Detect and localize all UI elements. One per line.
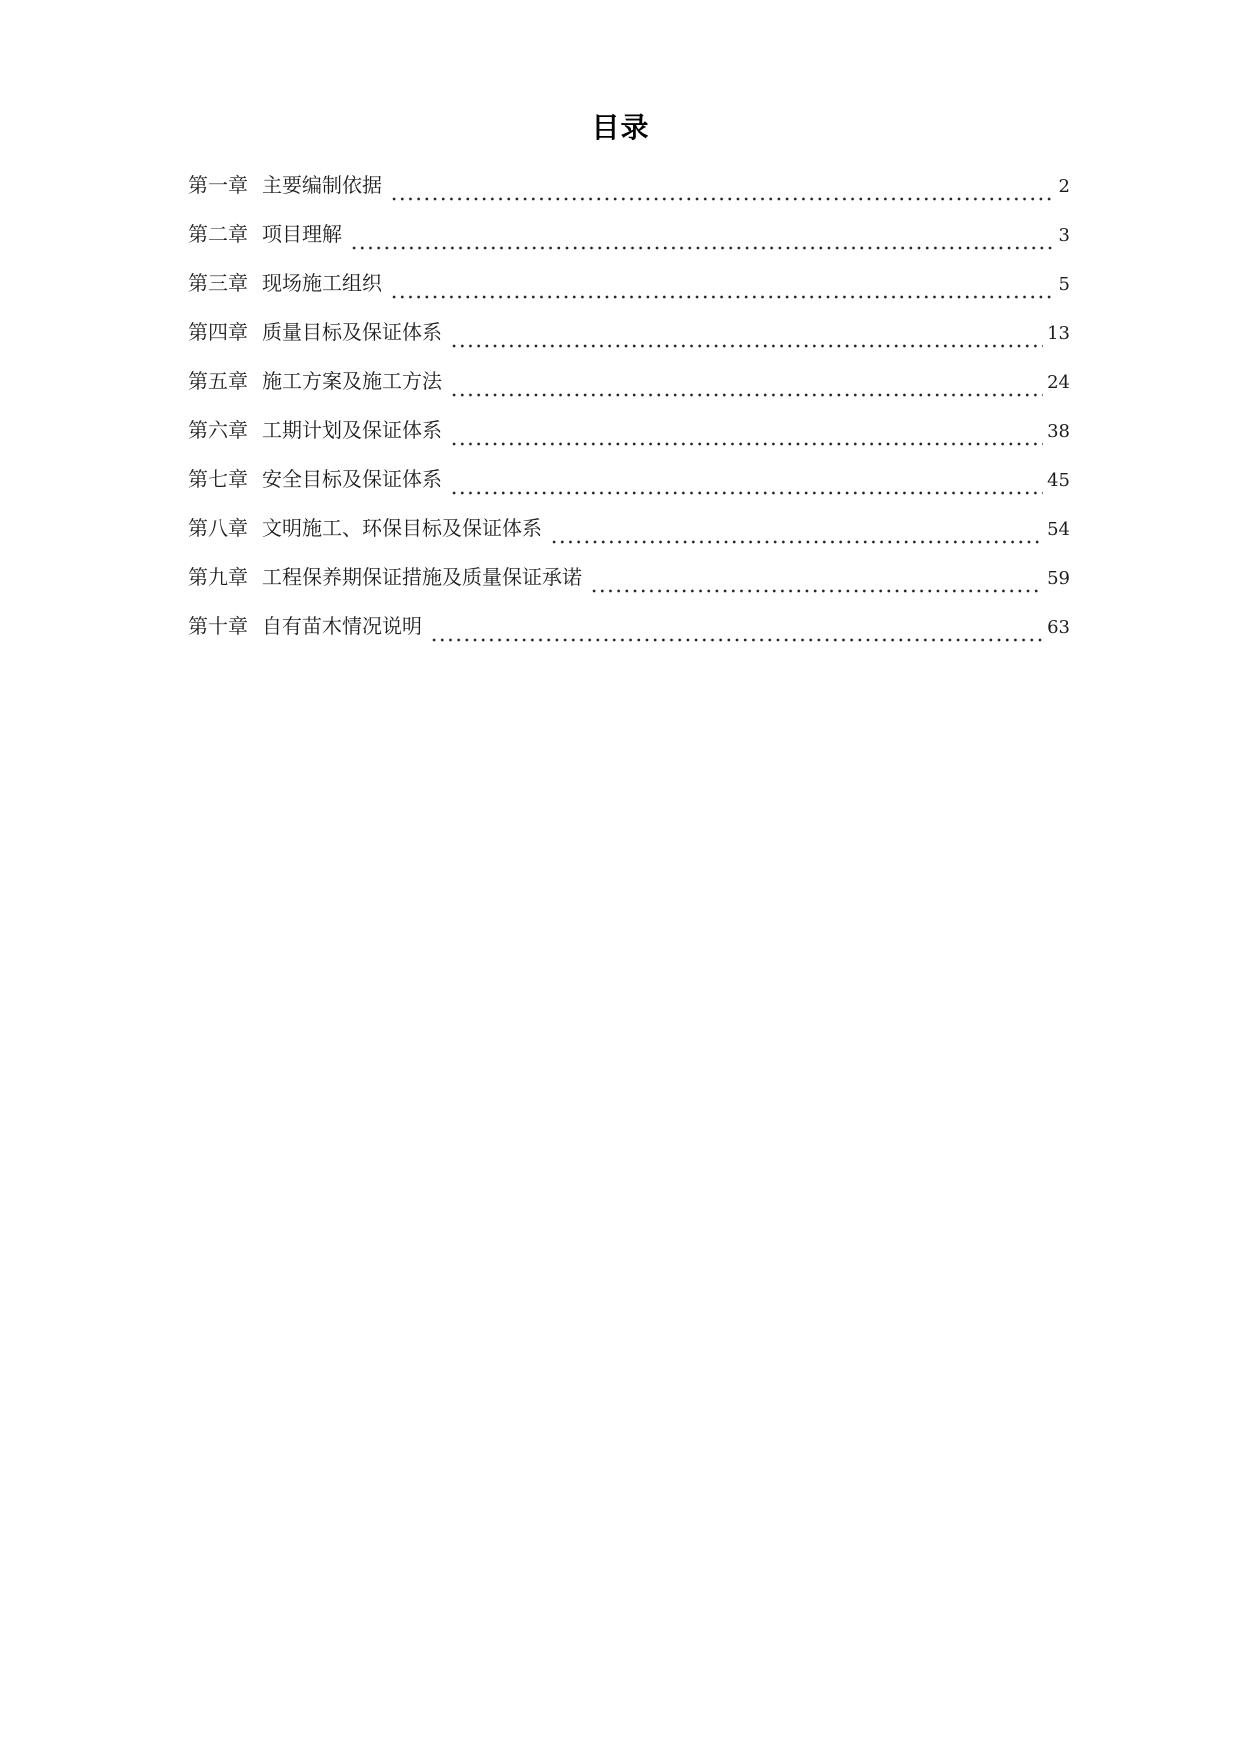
toc-chapter-number: 第七章	[188, 467, 248, 491]
toc-chapter-number: 第八章	[188, 516, 248, 540]
toc-chapter-title: 工程保养期保证措施及质量保证承诺	[262, 565, 582, 589]
toc-dot-leader	[450, 378, 1043, 398]
toc-chapter-number: 第一章	[188, 173, 248, 197]
toc-chapter-number: 第六章	[188, 418, 248, 442]
toc-chapter-number: 第十章	[188, 614, 248, 638]
toc-chapter-number: 第三章	[188, 271, 248, 295]
toc-page-number: 38	[1047, 421, 1070, 442]
toc-dot-leader	[390, 280, 1055, 300]
toc-title: 目录	[591, 111, 650, 144]
toc-entry-chapter-3[interactable]	[188, 266, 1070, 315]
toc-entry-chapter-1[interactable]	[188, 168, 1070, 217]
toc-page-number: 54	[1047, 519, 1070, 540]
toc-entry-chapter-6[interactable]	[188, 413, 1070, 462]
toc-chapter-number: 第五章	[188, 369, 248, 393]
toc-chapter-number: 第九章	[188, 565, 248, 589]
toc-chapter-title: 现场施工组织	[262, 271, 382, 295]
toc-chapter-title: 施工方案及施工方法	[262, 369, 442, 393]
toc-chapter-title: 主要编制依据	[262, 173, 382, 197]
toc-page-number: 45	[1047, 470, 1070, 491]
toc-page-number: 13	[1047, 323, 1070, 344]
toc-dot-leader	[550, 525, 1043, 545]
toc-page-number: 3	[1058, 225, 1070, 246]
toc-page-number: 24	[1047, 372, 1070, 393]
table-of-contents	[188, 168, 1070, 658]
toc-entry-chapter-4[interactable]	[188, 315, 1070, 364]
toc-entry-chapter-2[interactable]	[188, 217, 1070, 266]
toc-dot-leader	[450, 329, 1043, 349]
toc-chapter-number: 第四章	[188, 320, 248, 344]
toc-entry-chapter-10[interactable]	[188, 609, 1070, 658]
toc-chapter-title: 文明施工、环保目标及保证体系	[262, 516, 542, 540]
toc-chapter-title: 工期计划及保证体系	[262, 418, 442, 442]
toc-entry-chapter-8[interactable]	[188, 511, 1070, 560]
toc-entry-chapter-9[interactable]	[188, 560, 1070, 609]
toc-dot-leader	[390, 182, 1055, 202]
toc-dot-leader	[430, 623, 1043, 643]
toc-entry-chapter-7[interactable]	[188, 462, 1070, 511]
toc-chapter-title: 质量目标及保证体系	[262, 320, 442, 344]
toc-page-number: 2	[1058, 176, 1070, 197]
toc-dot-leader	[590, 574, 1043, 594]
toc-page-number: 5	[1058, 274, 1070, 295]
toc-page-number: 63	[1047, 617, 1070, 638]
toc-entry-chapter-5[interactable]	[188, 364, 1070, 413]
toc-page-number: 59	[1047, 568, 1070, 589]
toc-dot-leader	[450, 427, 1043, 447]
toc-chapter-title: 安全目标及保证体系	[262, 467, 442, 491]
toc-dot-leader	[350, 231, 1055, 251]
toc-dot-leader	[450, 476, 1043, 496]
toc-chapter-title: 项目理解	[262, 222, 342, 246]
toc-chapter-number: 第二章	[188, 222, 248, 246]
toc-chapter-title: 自有苗木情况说明	[262, 614, 422, 638]
